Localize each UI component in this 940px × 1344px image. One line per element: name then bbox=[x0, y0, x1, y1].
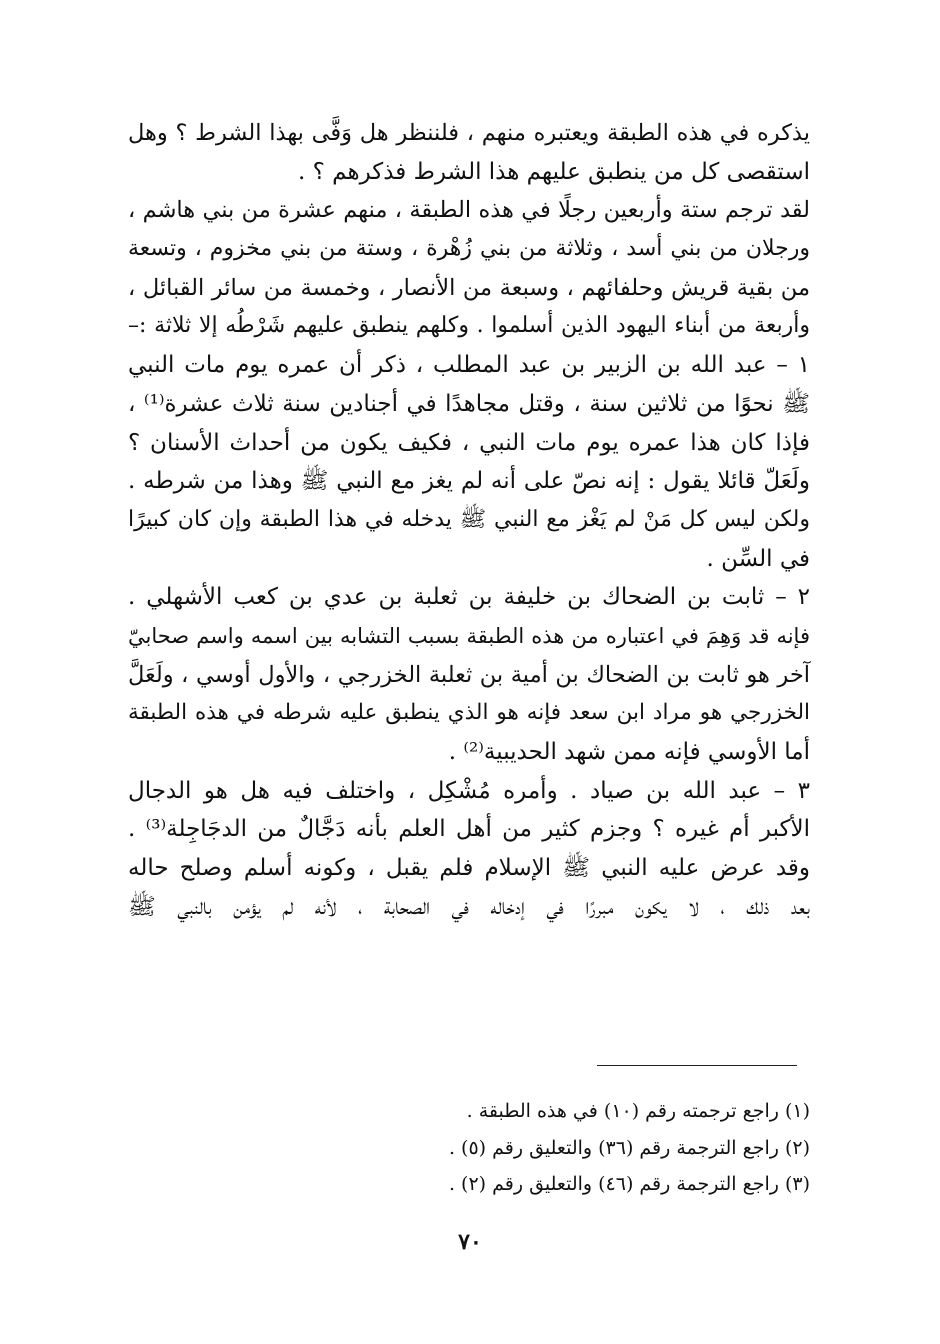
text-line: أما الأوسي فإنه ممن شهد الحديبية⁽²⁾ . bbox=[448, 739, 810, 765]
text-line: استقصى كل من ينطبق عليهم هذا الشرط فذكرهم ؟ . bbox=[298, 158, 810, 185]
footnotes bbox=[320, 1093, 810, 1203]
text-line: وقد عرض عليه النبي ﷺ الإسلام فلم يقبل ، وكونه أسلم وصلح حاله bbox=[128, 855, 810, 882]
footnote: (١) راجع ترجمته رقم (١٠) في هذه الطبقة . bbox=[466, 1100, 810, 1122]
text-line: ٢ – ثابت بن الضحاك بن خليفة بن ثعلبة بن عدي بن كعب الأشهلي . bbox=[128, 584, 810, 611]
text-line: فإنه قد وَهِمَ في اعتباره من هذه الطبقة بسبب التشابه بين اسمه واسم صحابيّ bbox=[128, 623, 810, 648]
text-line: بعد ذلك ، لا يكون مبررًا في إدخاله في الصحابة ، لأنه لم يؤمن بالنبي ﷺ bbox=[128, 893, 810, 920]
text-line: آخر هو ثابت بن الضحاك بن أمية بن ثعلبة الخزرجي ، والأول أوسي ، ولَعَلَّ bbox=[128, 661, 810, 688]
text-line: لقد ترجم ستة وأربعين رجلًا في هذه الطبقة ، منهم عشرة من بني هاشم ، bbox=[128, 197, 810, 224]
text-line: ٣ – عبد الله بن صياد . وأمره مُشْكِل ، واختلف فيه هل هو الدجال bbox=[128, 777, 810, 804]
text-line: الخزرجي هو مراد ابن سعد فإنه هو الذي ينطبق عليه شرطه في هذه الطبقة bbox=[128, 700, 810, 726]
text-line: ﷺ نحوًا من ثلاثين سنة ، وقتل مجاهدًا في أجنادين سنة ثلاث عشرة⁽¹⁾ ، bbox=[128, 390, 810, 417]
text-line: وأربعة من أبناء اليهود الذين أسلموا . وكلهم ينطبق عليهم شَرْطُه إلا ثلاثة :– bbox=[128, 313, 810, 339]
text-line: ولكن ليس كل مَنْ لم يَغْز مع النبي ﷺ يدخله في هذا الطبقة وإن كان كبيرًا bbox=[128, 506, 810, 532]
text-line: فإذا كان هذا عمره يوم مات النبي ، فكيف يكون من أحداث الأسنان ؟ bbox=[128, 429, 810, 456]
text-line: من بقية قريش وحلفائهم ، وسبعة من الأنصار ، وخمسة من سائر القبائل ، bbox=[128, 274, 810, 301]
footnote-separator bbox=[597, 1065, 797, 1066]
text-line: ولَعَلّ قائلا يقول : إنه نصّ على أنه لم يغز مع النبي ﷺ وهذا من شرطه . bbox=[128, 468, 810, 495]
text-line: الأكبر أم غيره ؟ وجزم كثير من أهل العلم بأنه دَجَّالٌ من الدجَاجِلة⁽³⁾ . bbox=[128, 816, 810, 843]
footnote: (٢) راجع الترجمة رقم (٣٦) والتعليق رقم (٥) . bbox=[448, 1136, 810, 1159]
text-line: ورجلان من بني أسد ، وثلاثة من بني زُهْرة ، وستة من بني مخزوم ، وتسعة bbox=[128, 236, 810, 262]
text-line: في السِّن . bbox=[706, 545, 810, 572]
body-text bbox=[128, 114, 810, 926]
text-line: يذكره في هذه الطبقة ويعتبره منهم ، فلننظر هل وَفَّى بهذا الشرط ؟ وهل bbox=[128, 120, 810, 146]
page-number: ٧٠ bbox=[458, 1229, 482, 1255]
footnote: (٣) راجع الترجمة رقم (٤٦) والتعليق رقم (٢) . bbox=[448, 1173, 810, 1195]
text-line: ١ – عبد الله بن الزبير بن عبد المطلب ، ذكر أن عمره يوم مات النبي bbox=[128, 352, 810, 379]
